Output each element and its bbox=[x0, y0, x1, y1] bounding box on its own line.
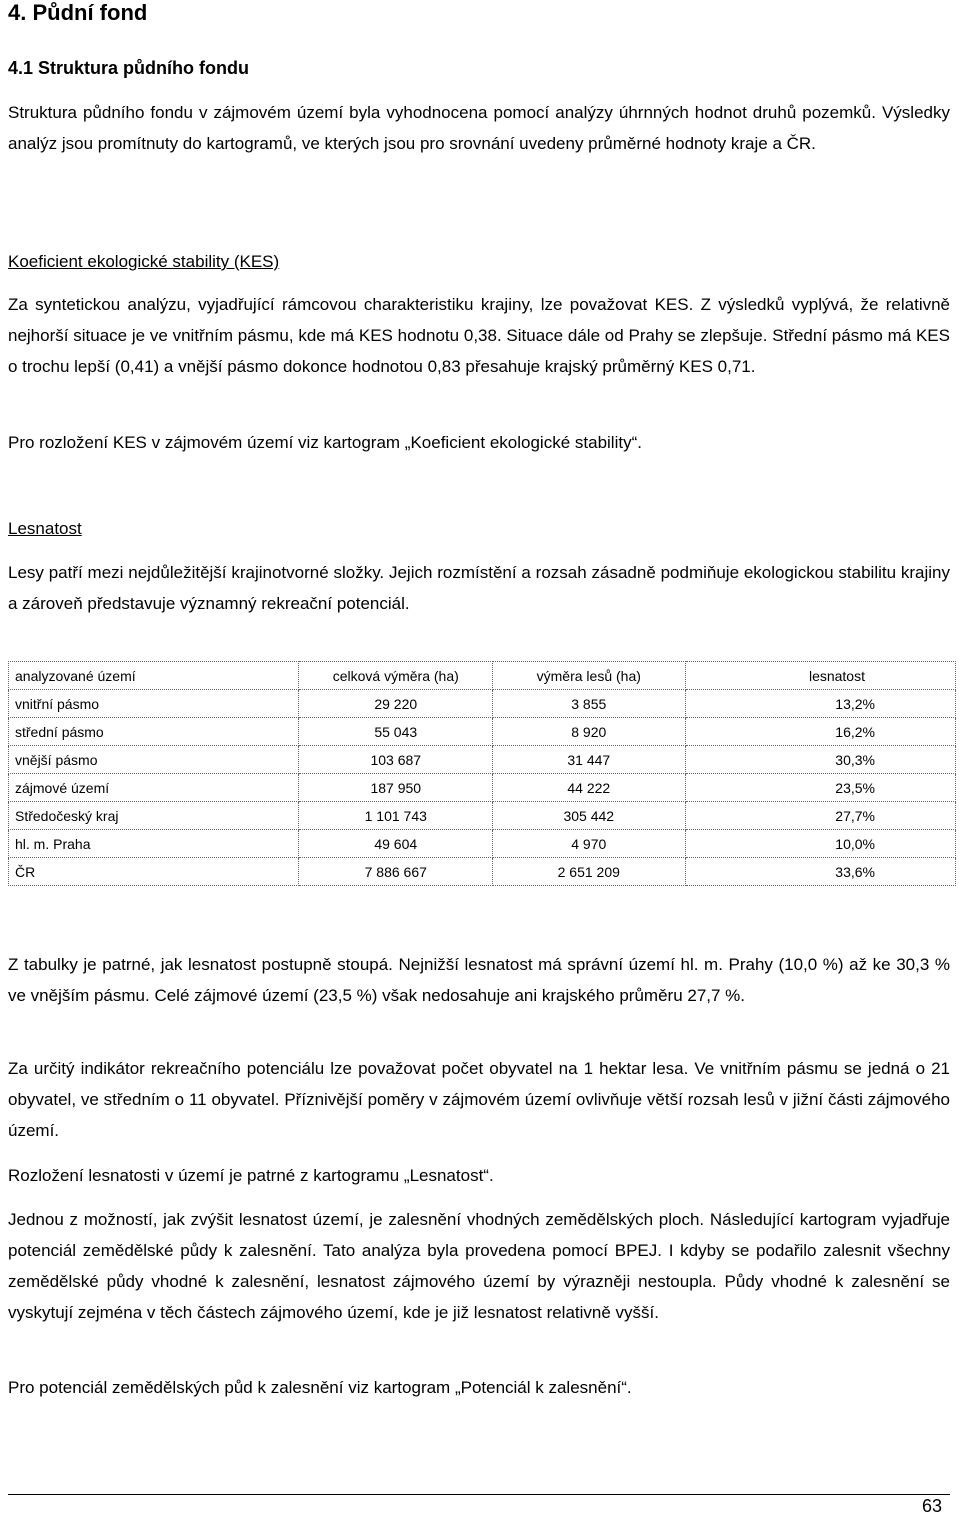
after-paragraph-1: Z tabulky je patrné, jak lesnatost postupně stoupá. Nejnižší lesnatost má správní území hl. m. Prahy (10,0 %) až ke 30,3 % ve vnějším pásmu. Celé zájmové území (23,5 %) však nedosahuje ani krajského průměru 27,7 %. bbox=[8, 955, 950, 1005]
table-cell: 2 651 209 bbox=[493, 858, 685, 886]
table-cell: 13,2% bbox=[685, 690, 955, 718]
table-cell: 4 970 bbox=[493, 830, 685, 858]
table-cell: ČR bbox=[9, 858, 299, 886]
kes-paragraph-2: Pro rozložení KES v zájmovém území viz kartogram „Koeficient ekologické stability“. bbox=[8, 433, 642, 452]
table-cell: 305 442 bbox=[493, 802, 685, 830]
lesnatost-paragraph-1: Lesy patří mezi nejdůležitější krajinotvorné složky. Jejich rozmístění a rozsah zásadně podmiňuje ekologickou stabilitu krajiny a zároveň představuje významný rekreační potenciál. bbox=[8, 563, 950, 613]
table-cell: Středočeský kraj bbox=[9, 802, 299, 830]
table-row bbox=[9, 746, 956, 774]
table-row bbox=[9, 718, 956, 746]
after-paragraph-5: Pro potenciál zemědělských půd k zalesnění viz kartogram „Potenciál k zalesnění“. bbox=[8, 1378, 632, 1397]
table-cell: hl. m. Praha bbox=[9, 830, 299, 858]
table-cell: vnitřní pásmo bbox=[9, 690, 299, 718]
footer-divider bbox=[8, 1494, 950, 1495]
table-cell: 31 447 bbox=[493, 746, 685, 774]
table-row bbox=[9, 802, 956, 830]
table-header-cell: lesnatost bbox=[685, 662, 955, 690]
table-cell: 7 886 667 bbox=[299, 858, 493, 886]
table-header-cell: výměra lesů (ha) bbox=[493, 662, 685, 690]
table-cell: vnější pásmo bbox=[9, 746, 299, 774]
table-cell: 16,2% bbox=[685, 718, 955, 746]
table-cell: 1 101 743 bbox=[299, 802, 493, 830]
table-row bbox=[9, 690, 956, 718]
table-cell: 33,6% bbox=[685, 858, 955, 886]
table-header-cell: celková výměra (ha) bbox=[299, 662, 493, 690]
table-cell: 187 950 bbox=[299, 774, 493, 802]
table-header-row bbox=[9, 662, 956, 690]
table-cell: 8 920 bbox=[493, 718, 685, 746]
intro-paragraph: Struktura půdního fondu v zájmovém území byla vyhodnocena pomocí analýzy úhrnných hodnot druhů pozemků. Výsledky analýz jsou promítnuty do kartogramů, ve kterých jsou pro srovnání uvedeny průměrné hodnoty kraje a ČR. bbox=[8, 103, 950, 153]
lesnatost-heading: Lesnatost bbox=[8, 519, 82, 538]
table-cell: 27,7% bbox=[685, 802, 955, 830]
chapter-title: 4. Půdní fond bbox=[8, 0, 148, 25]
table-cell: 49 604 bbox=[299, 830, 493, 858]
after-paragraph-4: Jednou z možností, jak zvýšit lesnatost území, je zalesnění vhodných zemědělských ploch. Následující kartogram vyjadřuje potenciál zemědělské půdy k zalesnění. Tato analýza byla provedena pomocí BPEJ. I kdyby se podařilo zalesnit všechny zemědělské půdy vhodné k zalesnění, lesnatost zájmového území by výrazněji nestoupla. Půdy vhodné k zalesnění se vyskytují zejména v těch částech zájmového území, kde je již lesnatost relativně vyšší. bbox=[8, 1210, 950, 1322]
table-cell: 23,5% bbox=[685, 774, 955, 802]
page-number: 63 bbox=[921, 1496, 942, 1516]
table-row bbox=[9, 774, 956, 802]
forest-cover-table bbox=[8, 661, 956, 886]
table-cell: 55 043 bbox=[299, 718, 493, 746]
table-cell: zájmové území bbox=[9, 774, 299, 802]
table-cell: střední pásmo bbox=[9, 718, 299, 746]
table-row bbox=[9, 830, 956, 858]
table-cell: 3 855 bbox=[493, 690, 685, 718]
table-cell: 44 222 bbox=[493, 774, 685, 802]
table-header-cell: analyzované území bbox=[9, 662, 299, 690]
kes-heading: Koeficient ekologické stability (KES) bbox=[8, 252, 280, 271]
section-title: 4.1 Struktura půdního fondu bbox=[8, 58, 249, 78]
table-cell: 30,3% bbox=[685, 746, 955, 774]
table-cell: 10,0% bbox=[685, 830, 955, 858]
kes-paragraph-1: Za syntetickou analýzu, vyjadřující rámcovou charakteristiku krajiny, lze považovat KES. Z výsledků vyplývá, že relativně nejhorší situace je ve vnitřním pásmu, kde má KES hodnotu 0,38. Situace dále od Prahy se zlepšuje. Střední pásmo má KES o trochu lepší (0,41) a vnější pásmo dokonce hodnotou 0,83 přesahuje krajský průměrný KES 0,71. bbox=[8, 295, 950, 376]
after-paragraph-2: Za určitý indikátor rekreačního potenciálu lze považovat počet obyvatel na 1 hektar lesa. Ve vnitřním pásmu se jedná o 21 obyvatel, ve středním o 11 obyvatel. Příznivější poměry v zájmovém území ovlivňuje větší rozsah lesů v jižní části zájmového území. bbox=[8, 1059, 950, 1140]
after-paragraph-3: Rozložení lesnatosti v území je patrné z kartogramu „Lesnatost“. bbox=[8, 1166, 494, 1185]
table-cell: 29 220 bbox=[299, 690, 493, 718]
table-cell: 103 687 bbox=[299, 746, 493, 774]
table-row bbox=[9, 858, 956, 886]
